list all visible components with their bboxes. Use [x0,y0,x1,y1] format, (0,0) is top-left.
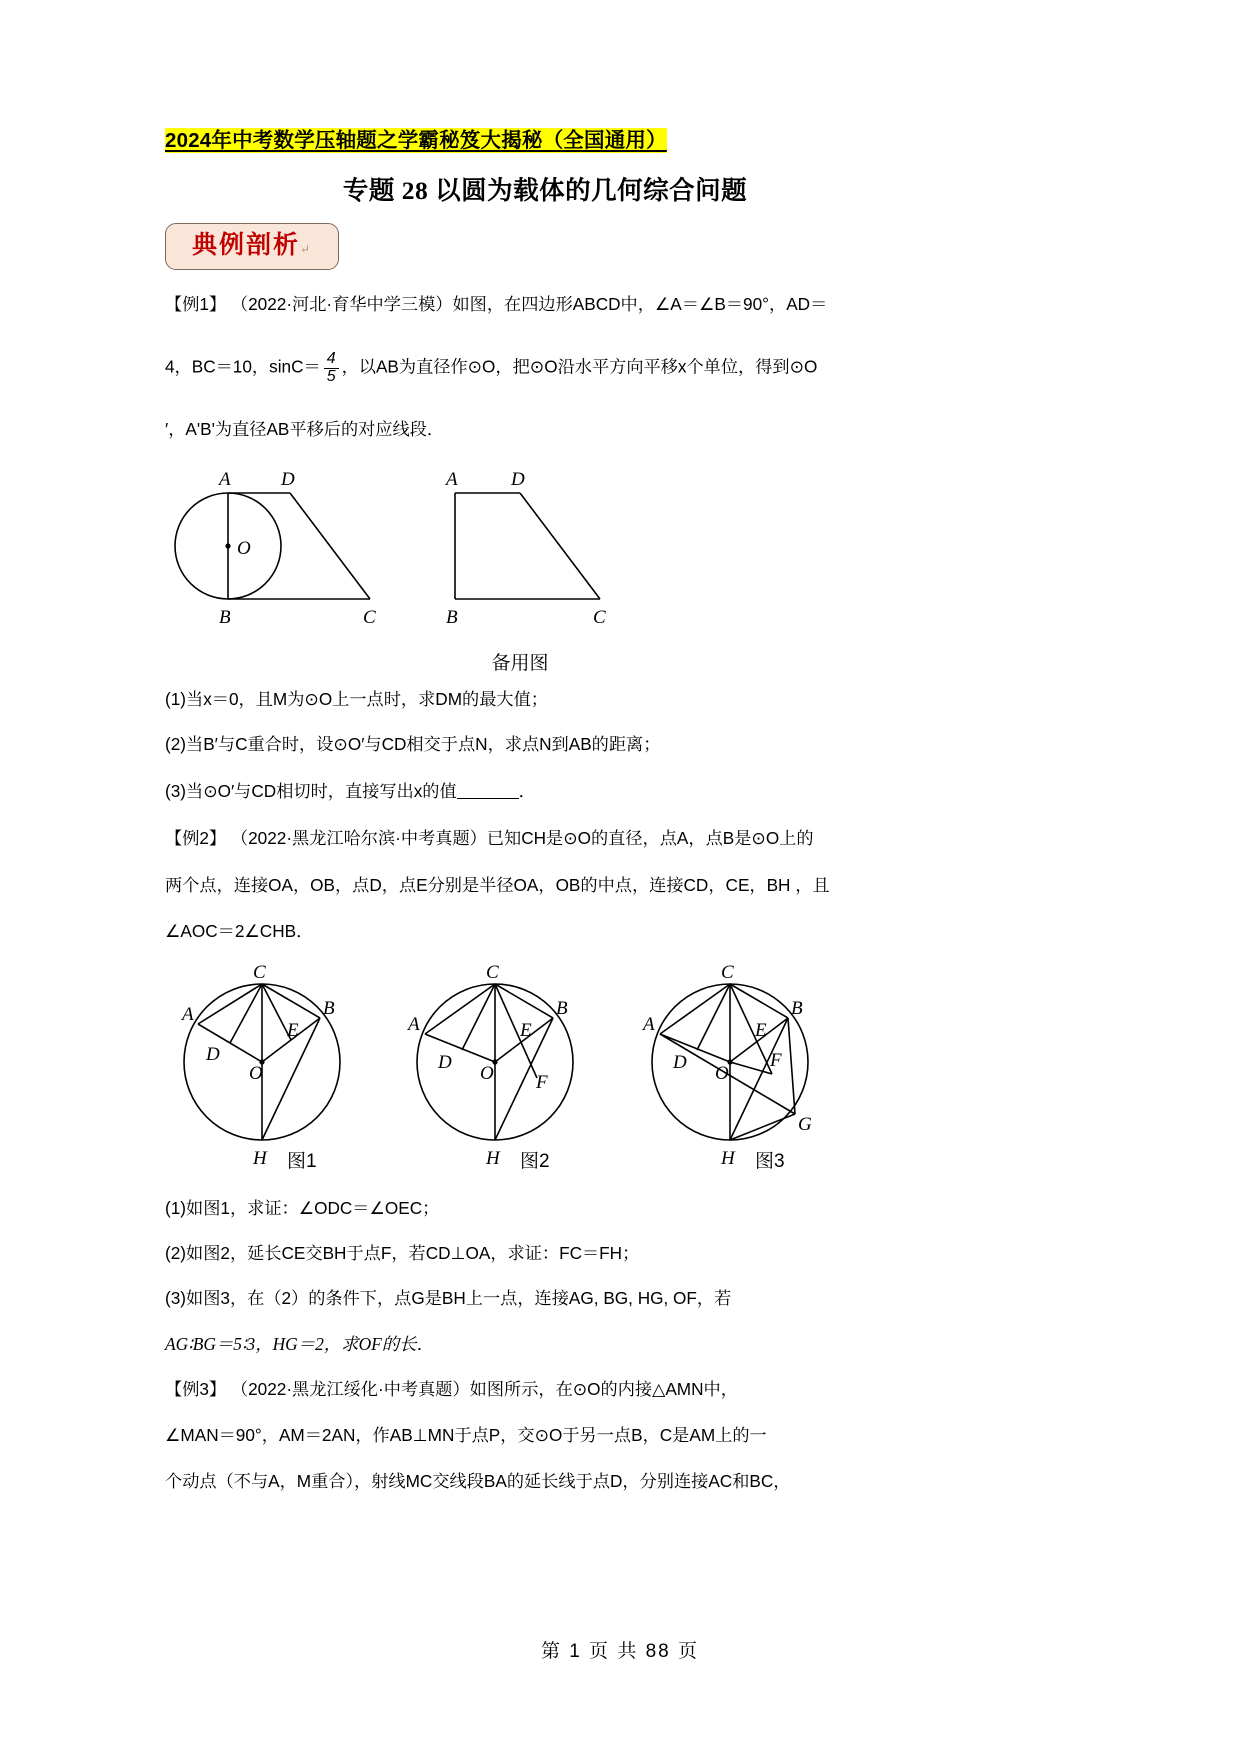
tu3-label-H: H [721,1148,735,1170]
section-badge [165,223,339,270]
tu3-label-E: E [755,1020,767,1042]
example2-q3-cont: AG∶BG＝5∶3，HG＝2，求OF的长． [165,1333,434,1354]
example2-q2: (2)如图2，延长CE交BH于点F，若CD⊥OA，求证：FC＝FH； [165,1243,640,1264]
example2-q1: (1)如图1，求证：∠ODC＝∠OEC； [165,1198,440,1219]
tu3-label-G: G [798,1114,812,1136]
example1-questions [165,688,955,802]
figure-tu3 [641,962,812,1172]
tu1-label-E: E [287,1020,299,1042]
example3-line2: ∠MAN＝90°，AM＝2AN，作AB⊥MN于点P，交⊙O于另一点B，C是AM上的一 [165,1425,767,1446]
example3-block [165,1381,955,1491]
tu2-label-D: D [438,1052,452,1074]
example1-q3-a: (3)当⊙O′与CD相切时，直接写出x的值 [165,781,457,802]
tu3-label-B: B [791,998,803,1020]
tu2-label-A: A [408,1014,420,1036]
example3-line1: 【例3】 （2022·黑龙江绥化·中考真题）如图所示，在⊙O的内接△AMN中， [165,1379,738,1400]
example2-line2: 两个点，连接OA，OB，点D，点E分别是半径OA，OB的中点，连接CD，CE，BH ，且 [165,874,830,895]
example2-line3: ∠AOC＝2∠CHB． [165,920,314,941]
example1-block [165,293,955,440]
tu1-label-D: D [206,1044,220,1066]
tu1-caption: 图1 [287,1151,317,1173]
example1-line1: 【例1】 （2022·河北·育华中学三模）如图，在四边形ABCD中，∠A＝∠B＝90°，AD＝ [165,293,828,314]
tu3-label-F: F [770,1050,782,1072]
fraction-numerator: 4 [326,349,336,367]
example3-line3: 个动点（不与A，M重合），射线MC交线段BA的延长线于点D，分别连接AC和BC， [165,1471,791,1492]
figure2-label-C: C [593,606,606,628]
example1-figure-group [165,461,955,661]
example1-line2-a: 4，BC＝10，sinC＝ [165,356,321,377]
answer-blank[interactable] [457,781,519,799]
example2-line1: 【例2】 （2022·黑龙江哈尔滨·中考真题）已知CH是⊙O的直径，点A，点B是⊙O上的 [165,828,814,849]
example2-q3: (3)如图3，在（2）的条件下，点G是BH上一点，连接AG, BG, HG, OF，若 [165,1288,732,1309]
tu2-caption: 图2 [520,1151,550,1173]
example1-line3: ′，A'B'为直径AB平移后的对应线段． [165,419,445,440]
figure1-label-A: A [219,468,231,490]
tu1-label-H: H [253,1148,267,1170]
figure2-label-B: B [446,606,458,628]
example1-q3-b: ． [518,781,536,802]
page-footer [0,1636,1240,1663]
figure-2-spare-trapezoid [444,469,606,628]
tu1-label-O: O [249,1063,263,1085]
figure1-label-B: B [219,606,231,628]
example1-figures [165,461,955,674]
badge-tail-mark: ↵ [300,241,313,256]
section-badge-label: 典例剖析 [192,231,301,259]
banner-text: 2024年中考数学压轴题之学霸秘笈大揭秘（全国通用） [165,129,667,152]
example1-line2 [165,351,955,386]
fraction-denominator: 5 [324,368,339,386]
example2-block [165,830,955,940]
example1-figure-caption: 备用图 [491,652,549,674]
example2-questions [165,1200,955,1353]
tu3-label-C: C [721,962,734,984]
figure1-label-O: O [237,537,251,559]
tu3-label-D: D [673,1052,687,1074]
page-content [165,0,955,1491]
figure-tu1 [180,962,340,1172]
tu3-label-O: O [715,1063,729,1085]
example1-line2-b: ，以AB为直径作⊙O，把⊙O沿水平方向平移x个单位，得到⊙O [341,356,818,377]
example2-figure-group [165,962,955,1192]
figure1-label-C: C [363,606,376,628]
figure2-label-A: A [446,468,458,490]
page-number: 第 1 页 共 88 页 [540,1641,700,1662]
section-badge-wrap [165,223,955,270]
sine-fraction [324,351,339,386]
tu2-label-O: O [480,1063,494,1085]
document-banner [165,128,955,154]
tu2-label-H: H [486,1148,500,1170]
tu2-label-E: E [520,1020,532,1042]
tu2-label-B: B [556,998,568,1020]
figure-tu2 [406,962,573,1172]
tu2-label-C: C [486,962,499,984]
example1-q2: (2)当B′与C重合时，设⊙O′与CD相交于点N，求点N到AB的距离； [165,733,661,754]
example2-figures [165,962,955,1192]
figure2-label-D: D [511,468,525,490]
tu2-label-F: F [536,1072,548,1094]
tu3-caption: 图3 [755,1151,785,1173]
figure-1-circle-trapezoid [175,469,376,628]
example1-q1: (1)当x＝0，且M为⊙O上一点时，求DM的最大值； [165,688,548,709]
figure1-label-D: D [281,468,295,490]
tu1-label-C: C [253,962,266,984]
tu1-label-A: A [182,1004,194,1026]
example1-q3 [165,781,955,800]
page-title: 专题 28 以圆为载体的几何综合问题 [342,175,748,205]
tu1-label-B: B [323,998,335,1020]
tu3-label-A: A [643,1014,655,1036]
